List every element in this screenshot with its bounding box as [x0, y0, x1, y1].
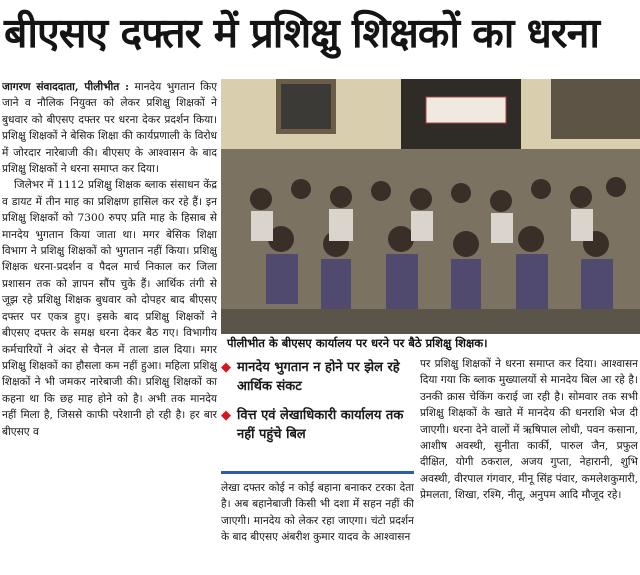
column-right	[420, 356, 638, 575]
column-middle-lower	[221, 480, 414, 575]
paragraph-2: जिलेभर में 1112 प्रशिक्षु शिक्षक ब्लाक संसाधन केंद्र व डायट में तीन माह का प्रशिक्षण हासिल कर रहे हैं। इन प्रशिक्षु शिक्षकों को 7300 रुपए प्रति माह के हिसाब से मानदेय भुगतान किया जाता था। मगर बेसिक शिक्षा विभाग ने प्रशिक्षु शिक्षकों को भुगतान नहीं किया। प्रशिक्षु शिक्षक धरना-प्रदर्शन व पैदल मार्च निकाल कर जिला प्रशासन तक को ज्ञापन सौंप चुके हैं। आर्थिक तंगी से जूझ रहे प्रशिक्षु शिक्षक बुधवार को दोपहर बाद बीएसए दफ्तर पर एकत्र हुए। इसके बाद प्रशिक्षु शिक्षकों ने बीएसए दफ्तर के समक्ष धरना देकर बैठ गए। विभागीय कर्मचारियों ने अंदर से चैनल में ताला डाल दिया। मगर प्रशिक्षु शिक्षकों का हौसला कम नहीं हुआ। महिला प्रशिक्षु शिक्षकों ने भी जमकर नारेबाजी की। प्रशिक्षु शिक्षकों का कहना था कि छह माह होने को है। अभी तक मानदेय नहीं मिला है, जिससे काफी परेशानी हो रही है। हर बार बीएसए व	[2, 179, 217, 438]
highlight-item	[221, 358, 414, 396]
column-left	[2, 79, 217, 575]
highlights-box	[221, 358, 414, 468]
news-photo	[221, 79, 640, 334]
diamond-bullet-icon: ◆	[221, 360, 231, 375]
highlight-text: मानदेय भुगतान न होने पर झेल रहे आर्थिक संकट	[237, 360, 400, 394]
paragraph-middle: लेखा दफ्तर कोई न कोई बहाना बनाकर टरका देता है। अब बहानेबाजी किसी भी दशा में सहन नहीं की जाएगी। मानदेय को लेकर रहा जाएगा। चंटो प्रदर्शन के बाद बीएसए अंबरीश कुमार यादव के आश्वासन	[221, 482, 414, 544]
diamond-bullet-icon: ◆	[221, 408, 231, 423]
headline: बीएसए दफ्तर में प्रशिक्षु शिक्षकों का धरना	[4, 9, 599, 57]
photo-caption: पीलीभीत के बीएसए कार्यालय पर धरने पर बैठे प्रशिक्षु शिक्षक।	[227, 336, 488, 350]
paragraph-1-text: मानदेय भुगतान किए जाने व नौलिक नियुक्त को लेकर प्रशिक्षु शिक्षकों ने बुधवार को बीएसए दफ्तर पर धरना देकर प्रदर्शन किया। प्रशिक्षु शिक्षकों ने बेसिक शिक्षा की कार्यप्रणाली के विरोध में जोरदार नारेबाजी की। बीएसए के आश्वासन के बाद प्रशिक्षु शिक्षकों ने धरना समाप्त कर दिया।	[2, 81, 217, 176]
paragraph-right: पर प्रशिक्षु शिक्षकों ने धरना समाप्त कर दिया। आश्वासन दिया गया कि ब्लाक मुख्यालयों से मानदेय बिल आ रहे है। उनकी क्रास चेकिंग कराई जा रही है। सोमवार तक सभी प्रशिक्षु शिक्षकों के खाते में मानदेय की धनराशि भेज दी जाएगी। धरना देने वालों में ऋषिपाल लोधी, पवन कसाना, आशीष अवस्थी, सुनीता कार्की, पारुल जैन, प्रफुल दीक्षित, योगी ठकराल, अजय गुप्ता, नेहारानी, शुभि अवस्थी, वीरपाल गंगवार, मीनू सिंह पंवार, कमलेशकुमारी, प्रेमलता, शिखा, रश्मि, नीतू, अनुपम आदि मौजूद रहे।	[420, 358, 638, 502]
protest-photo-illustration	[221, 79, 640, 334]
byline: जागरण संवाददाता, पीलीभीत :	[2, 81, 130, 93]
divider-rule	[221, 471, 414, 474]
highlight-text: वित्त एवं लेखाधिकारी कार्यालय तक नहीं पहुंचे बिल	[237, 408, 404, 442]
paragraph-1	[2, 79, 217, 177]
highlight-item	[221, 406, 414, 444]
